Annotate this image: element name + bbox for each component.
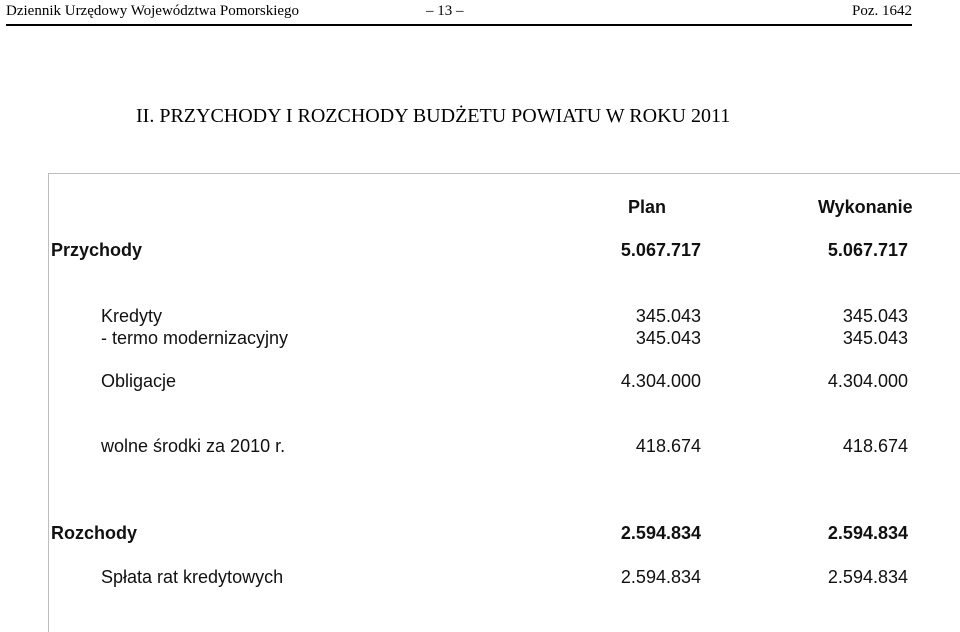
running-header [6, 0, 912, 26]
obligacje-wykonanie: 4.304.000 [827, 371, 908, 391]
kredyty-plan: 345.043 [635, 306, 701, 326]
termo-plan: 345.043 [635, 328, 701, 348]
row-label-wolne-srodki: wolne środki za 2010 r. [101, 436, 286, 456]
table-frame [48, 173, 960, 632]
wolne-srodki-plan: 418.674 [635, 436, 701, 456]
przychody-wykonanie: 5.067.717 [827, 240, 908, 260]
column-header-plan: Plan [628, 197, 667, 217]
kredyty-wykonanie: 345.043 [842, 306, 908, 326]
przychody-plan: 5.067.717 [620, 240, 701, 260]
page-number: – 13 – [426, 3, 464, 19]
obligacje-plan: 4.304.000 [620, 371, 701, 391]
position-number: Poz. 1642 [852, 3, 912, 19]
row-label-termo: - termo modernizacyjny [101, 328, 289, 348]
rozchody-wykonanie: 2.594.834 [827, 523, 908, 543]
journal-name: Dziennik Urzędowy Województwa Pomorskiego [6, 3, 300, 19]
rozchody-plan: 2.594.834 [620, 523, 701, 543]
row-label-obligacje: Obligacje [101, 371, 177, 391]
wolne-srodki-wykonanie: 418.674 [842, 436, 908, 456]
row-label-przychody: Przychody [51, 240, 143, 260]
row-label-rozchody: Rozchody [51, 523, 138, 543]
splata-plan: 2.594.834 [620, 567, 701, 587]
section-title: II. PRZYCHODY I ROZCHODY BUDŻETU POWIATU W ROKU 2011 [136, 105, 731, 127]
termo-wykonanie: 345.043 [842, 328, 908, 348]
column-header-wykonanie: Wykonanie [818, 197, 913, 217]
row-label-splata: Spłata rat kredytowych [101, 567, 284, 587]
row-label-kredyty: Kredyty [101, 306, 163, 326]
splata-wykonanie: 2.594.834 [827, 567, 908, 587]
